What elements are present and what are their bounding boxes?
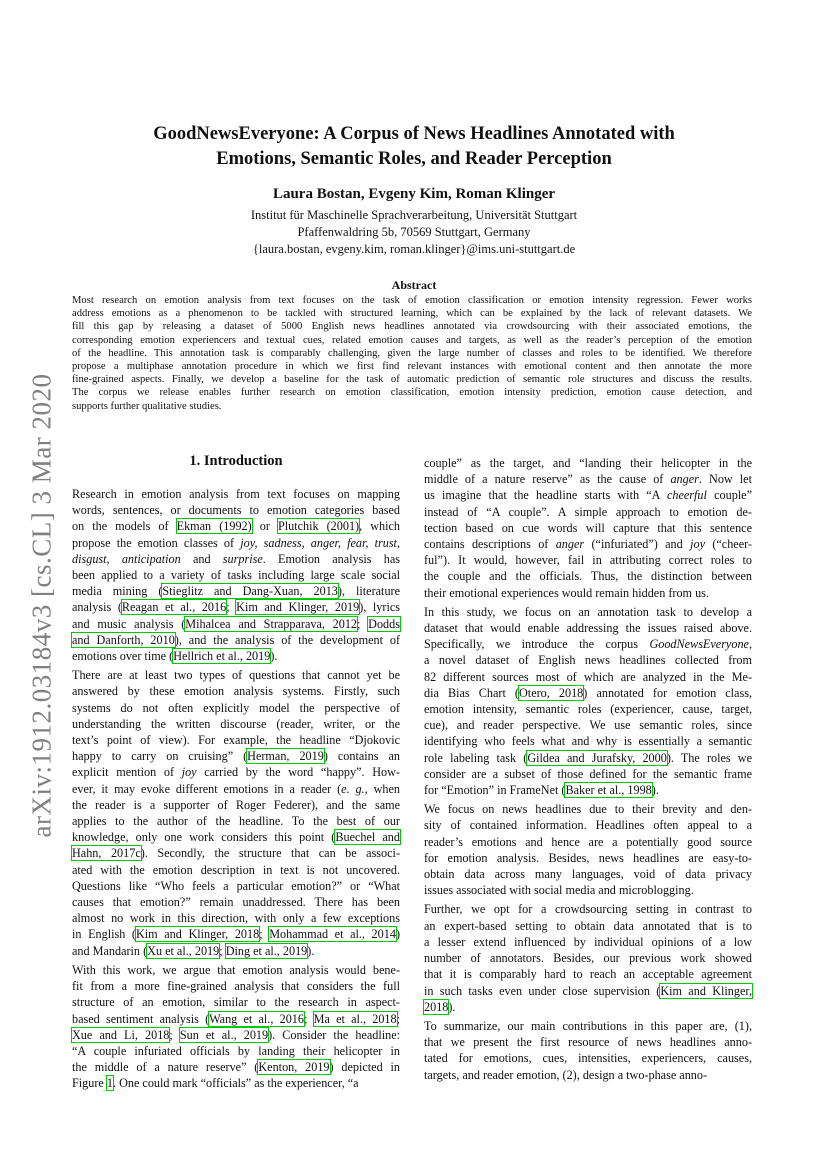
citation-link[interactable]: Hahn, 2017c <box>72 846 141 861</box>
citation-link[interactable]: Kim and Klinger, 2019 <box>236 600 360 615</box>
text-line: applies to the author of the headline. To the best of our <box>72 814 400 829</box>
arxiv-identifier: arXiv:1912.03184v3 [cs.CL] 3 Mar 2020 <box>26 373 57 837</box>
arxiv-side-stamp <box>22 365 62 845</box>
text-line: “A couple infuriated officials by landing their helicopter in <box>72 1043 400 1058</box>
text-line: consider are a subset of those defined for the semantic frame <box>424 766 752 781</box>
text-line: and music analysis (Mihalcea and Strapparava, 2012; Dodds <box>72 616 400 631</box>
text-line: and Danforth, 2010), and the analysis of the development of <box>72 632 401 647</box>
emphasis-text: anger <box>670 472 699 487</box>
text-line: Further, we opt for a crowdsourcing setting in contrast to <box>424 902 752 917</box>
text-line: ated with the emotion description in text is not uncovered. <box>72 862 400 877</box>
title-line-2: Emotions, Semantic Roles, and Reader Perception <box>216 149 612 169</box>
abstract-line: supports further qualitative studies. <box>72 400 222 412</box>
affiliation-emails: {laura.bostan, evgeny.kim, roman.klinger}@ims.uni-stuttgart.de <box>252 242 576 256</box>
text-line: sity of contained information. Headlines often appeal to a <box>424 818 752 833</box>
citation-link[interactable]: 2018 <box>424 999 449 1014</box>
citation-link[interactable]: Reagan et al., 2016 <box>121 600 227 615</box>
text-line: the middle of a nature reserve” (Kenton, 2019) depicted in <box>72 1060 400 1075</box>
citation-link[interactable]: Baker et al., 1998 <box>565 783 652 798</box>
citation-link[interactable]: Kenton, 2019 <box>258 1060 330 1075</box>
text-line: media mining (Stieglitz and Dang-Xuan, 2013), literature <box>72 584 401 599</box>
emphasis-text: disgust, anticipation <box>72 551 181 566</box>
text-line: middle of a nature reserve” as the cause of anger. Now let <box>424 472 752 487</box>
paragraph <box>424 901 752 1014</box>
citation-link[interactable]: and Danforth, 2010 <box>72 632 175 647</box>
text-line: in English (Kim and Klinger, 2018; Mohammad et al., 2014) <box>72 927 400 942</box>
citation-link[interactable]: Mihalcea and Strapparava, 2012 <box>185 616 358 631</box>
text-line: words, sentences, or documents to emotion categories based <box>72 503 400 518</box>
text-line: that we present the first resource of news headlines anno- <box>424 1035 752 1050</box>
text-line: a novel dataset of English news headlines collected from <box>424 653 752 668</box>
abstract-heading: Abstract <box>391 278 437 292</box>
text-line: for emotion analysis. Besides, news headlines are easy-to- <box>424 850 752 865</box>
text-line: on the models of Ekman (1992) or Plutchik (2001), which <box>72 519 400 534</box>
paragraph <box>424 801 752 898</box>
citation-link[interactable]: Xue and Li, 2018 <box>72 1027 170 1042</box>
abstract-line: of the headline. This annotation task is comparably challenging, given the large number of classes and roles to be identified. We therefore <box>72 347 752 359</box>
text-line: dia Bias Chart (Otero, 2018) annotated for emotion class, <box>424 685 753 700</box>
text-line: Figure 1. One could mark “officials” as the experiencer, “a <box>72 1076 359 1091</box>
text-line: Research in emotion analysis from text focuses on mapping <box>72 487 400 501</box>
paragraph <box>72 486 400 664</box>
text-line: understanding the written discourse (reader, writer, or the <box>72 716 400 731</box>
text-line: ful”). It would, however, fail in attributing correct roles to <box>424 553 752 568</box>
citation-link[interactable]: Buechel and <box>335 830 400 845</box>
affiliation-institute: Institut für Maschinelle Sprachverarbeitung, Universität Stuttgart <box>250 208 578 222</box>
text-line: their emotional experiences would remain hidden from us. <box>424 585 709 600</box>
abstract-line: propose a multiphase annotation procedure in which we first find relevant instances with emotional content and then annotate the more <box>72 361 752 373</box>
affiliation <box>0 207 828 258</box>
text-line: the couple and the officials. Thus, the distinction between <box>424 569 752 584</box>
text-line: targets, and reader emotion, (2), design a two-phase anno- <box>424 1067 708 1082</box>
text-line: for “Emotion” in FrameNet (Baker et al., 1998). <box>424 783 659 798</box>
left-column <box>72 452 400 1095</box>
text-line: emotion intensity, semantic roles (experiencer, cause, target, <box>424 702 752 717</box>
text-line: a lesser extend influenced by individual opinions of a low <box>424 934 752 949</box>
text-line: In this study, we focus on an annotation task to develop a <box>424 604 752 619</box>
citation-link[interactable]: Otero, 2018 <box>519 685 584 700</box>
section-heading-introduction: 1. Introduction <box>189 453 283 469</box>
paragraph <box>424 604 752 798</box>
emphasis-text: anger <box>555 537 585 552</box>
text-line: fit from a more fine-grained analysis that considers the full <box>72 979 400 994</box>
text-line: Specifically, we introduce the corpus GoodNewsEveryone, <box>424 637 752 652</box>
emphasis-text: cheerful <box>666 488 707 503</box>
text-line: emotions over time (Hellrich et al., 2019). <box>72 649 278 664</box>
citation-link[interactable]: 1 <box>106 1076 113 1091</box>
text-line: reader’s emotions and hence are a potentially good source <box>424 834 752 849</box>
text-line: 2018). <box>424 999 456 1014</box>
abstract-line: corresponding emotion experiencers and textual cues, related emotion causes and targets, as well as the reader’s perception of the emotion <box>72 334 752 346</box>
text-line: explicit mention of joy carried by the word “happy”. How- <box>72 765 400 780</box>
text-line: We focus on news headlines due to their brevity and den- <box>424 802 752 817</box>
text-line: causes that emotion?” remain unaddressed. There has been <box>72 895 400 910</box>
text-line: propose the emotion classes of joy, sadness, anger, fear, trust, <box>72 535 400 550</box>
text-line: analysis (Reagan et al., 2016; Kim and Klinger, 2019), lyrics <box>72 600 400 615</box>
text-line: ever, it may evoke different emotions in a reader (e. g., when <box>72 781 400 796</box>
citation-link[interactable]: Kim and Klinger, <box>660 983 752 998</box>
text-line: number of annotators. Besides, our previous work showed <box>424 951 752 966</box>
text-line: almost no work in this direction, with only a few exceptions <box>72 911 400 926</box>
citation-link[interactable]: Dodds <box>368 616 400 631</box>
text-line: been applied to a variety of tasks including large scale social <box>72 568 400 583</box>
text-line: obtain data across many languages, void of data privacy <box>424 867 752 882</box>
citation-link[interactable]: Wang et al., 2016 <box>209 1011 304 1026</box>
text-line: With this work, we argue that emotion analysis would bene- <box>72 962 400 977</box>
citation-link[interactable]: Hellrich et al., 2019 <box>173 649 271 664</box>
emphasis-text: joy, sadness, anger, fear, trust, <box>240 535 400 550</box>
citation-link[interactable]: Gildea and Jurafsky, 2000 <box>527 750 667 765</box>
text-line: contains descriptions of anger (“infuriated”) and joy (“cheer- <box>424 537 752 552</box>
text-line: disgust, anticipation and surprise. Emotion analysis has <box>72 551 400 566</box>
text-line: couple” as the target, and “landing their helicopter in the <box>424 456 752 470</box>
right-column <box>424 455 752 1086</box>
citation-link[interactable]: Kim and Klinger, 2018 <box>135 927 260 942</box>
text-line: There are at least two types of questions that cannot yet be <box>72 668 400 683</box>
text-line: based sentiment analysis (Wang et al., 2016; Ma et al., 2018; <box>72 1011 400 1026</box>
citation-link[interactable]: Plutchik (2001) <box>277 519 360 534</box>
text-line: Hahn, 2017c). Secondly, the structure that can be associ- <box>72 846 401 861</box>
text-line: Questions like “Who feels a particular emotion?” or “What <box>72 878 400 893</box>
citation-link[interactable]: Herman, 2019 <box>247 749 324 764</box>
emphasis-text: joy <box>690 537 705 552</box>
text-line: dataset that would enable addressing the issues raised above. <box>424 621 752 636</box>
text-line: the reader is a supporter of Roger Federer), and the same <box>72 797 400 812</box>
text-line: instead of “A couple”. A simple approach to emotion de- <box>424 504 752 519</box>
text-line: in such tasks even under close supervision (Kim and Klinger, <box>424 983 752 998</box>
text-line: identifying who feels what and why is essentially a semantic <box>424 734 752 749</box>
text-line: text’s point of view). For example, the headline “Djokovic <box>72 733 400 748</box>
text-line: answered by these emotion analysis systems. Firstly, such <box>72 684 400 699</box>
citation-link[interactable]: Xu et al., 2019 <box>147 943 220 958</box>
citation-link[interactable]: Ding et al., 2019 <box>225 943 308 958</box>
citation-link[interactable]: Sun et al., 2019 <box>179 1027 269 1042</box>
text-line: tated for emotions, cues, intensities, experiencers, causes, <box>424 1051 752 1066</box>
abstract-body <box>72 294 752 413</box>
text-line: that it is comparably hard to reach an acceptable agreement <box>424 967 752 982</box>
text-line: To summarize, our main contributions in this paper are, (1), <box>424 1018 752 1033</box>
citation-link[interactable]: Mohammad et al., 2014 <box>269 927 396 942</box>
paragraph <box>424 1018 752 1083</box>
text-line: an expert-based setting to obtain data annotated that is to <box>424 918 752 933</box>
affiliation-address: Pfaffenwaldring 5b, 70569 Stuttgart, Germany <box>297 225 531 239</box>
left-column-paragraphs <box>72 486 400 1092</box>
text-line: knowledge, only one work considers this point (Buechel and <box>72 830 400 845</box>
text-line: 82 different sources most of which are analyzed in the Me- <box>424 669 752 684</box>
text-line: Xue and Li, 2018; Sun et al., 2019). Consider the headline: <box>72 1027 401 1042</box>
right-column-paragraphs <box>424 455 752 1083</box>
abstract-line: The corpus we release enables further research on emotion classification, emotion intensity prediction, emotion cause detection, and <box>72 387 752 399</box>
citation-link[interactable]: Ekman (1992) <box>176 519 252 534</box>
emphasis-text: e. g. <box>341 781 365 796</box>
abstract-line: address emotions as a phenomenon to be tackled with structured learning, which can be explained by the lack of relevant datasets. We <box>72 308 752 320</box>
text-line: systems do not often explicitly model the perspective of <box>72 700 400 715</box>
emphasis-text: GoodNewsEveryone <box>649 637 749 652</box>
paragraph <box>72 667 400 959</box>
citation-link[interactable]: Stieglitz and Dang-Xuan, 2013 <box>162 584 338 599</box>
paper-title <box>0 122 828 172</box>
paragraph <box>424 455 752 601</box>
text-line: cue), and reader perspective. We use semantic roles, since <box>424 718 752 733</box>
text-line: issues associated with social media and microblogging. <box>424 883 694 898</box>
title-line-1: GoodNewsEveryone: A Corpus of News Headlines Annotated with <box>153 124 675 144</box>
author-list: Laura Bostan, Evgeny Kim, Roman Klinger <box>272 186 556 202</box>
text-line: us imagine that the headline starts with “A cheerful couple” <box>424 488 752 503</box>
text-line: happy to carry on cruising” (Herman, 2019) contains an <box>72 749 400 764</box>
emphasis-text: surprise <box>222 551 263 566</box>
text-line: role labeling task (Gildea and Jurafsky, 2000). The roles we <box>424 750 753 765</box>
text-line: tection based on cue words will capture that this sentence <box>424 520 752 535</box>
citation-link[interactable]: Ma et al., 2018 <box>313 1011 397 1026</box>
abstract-line: fill this gap by releasing a dataset of 5000 English news headlines annotated via crowdsourcing with their associated emotions, the <box>72 321 752 333</box>
text-line: structure of an emotion, similar to the research in aspect- <box>72 995 400 1010</box>
paragraph <box>72 962 400 1092</box>
text-line: and Mandarin (Xu et al., 2019; Ding et al., 2019). <box>72 943 315 958</box>
abstract-line: fine-grained aspects. Finally, we develop a baseline for the task of automatic prediction of semantic role structures and discuss the results. <box>72 374 752 386</box>
emphasis-text: joy <box>181 765 197 780</box>
abstract-line: Most research on emotion analysis from text focuses on the task of emotion classification or emotion intensity regression. Fewer works <box>72 295 752 306</box>
